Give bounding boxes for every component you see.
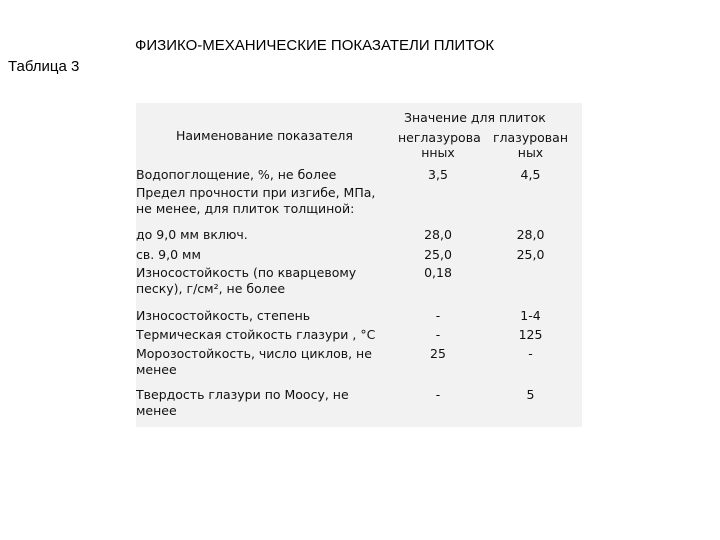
header-name: Наименование показателя: [176, 128, 353, 143]
header-col-unglazed: [398, 130, 481, 160]
table-cell-glazed: 125: [518, 327, 543, 342]
table-cell-unglazed: -: [435, 387, 441, 402]
table-cell-unglazed: 25: [430, 346, 446, 361]
table-cell-unglazed: 3,5: [428, 167, 448, 182]
table-caption: Таблица 3: [8, 58, 80, 75]
table-cell-glazed: -: [528, 346, 533, 361]
table-row-label: [136, 346, 406, 378]
table-row-label: Износостойкость, степень: [136, 308, 311, 323]
table-row-label: [136, 387, 406, 419]
table-row-label: Термическая стойкость глазури , °С: [136, 327, 376, 342]
table-row-label-line1: Износостойкость (по кварцевому: [136, 265, 357, 280]
table-cell-glazed: 4,5: [520, 167, 541, 182]
table-row-label: Водопоглощение, %, не более: [136, 167, 337, 182]
table-cell-unglazed: 0,18: [424, 265, 452, 280]
table-row-label-line1: Морозостойкость, число циклов, не: [136, 346, 372, 361]
table-cell-unglazed: 28,0: [424, 227, 452, 242]
table-row-label-line2: песку), г/см², не более: [136, 281, 286, 296]
table-row-label: [136, 185, 406, 217]
header-col-glazed-line1: глазурован: [492, 130, 569, 145]
header-value: Значение для плиток: [404, 110, 546, 125]
table-cell-unglazed: 25,0: [424, 247, 452, 262]
page-title: ФИЗИКО-МЕХАНИЧЕСКИЕ ПОКАЗАТЕЛИ ПЛИТОК: [135, 37, 495, 54]
properties-table: [136, 103, 582, 427]
table-row-label: [136, 265, 406, 297]
table-row-label-line2: не менее, для плиток толщиной:: [136, 201, 355, 216]
table-cell-unglazed: -: [435, 327, 441, 342]
table-row-label-line1: Предел прочности при изгибе, МПа,: [136, 185, 376, 200]
header-col-glazed-line2: ных: [517, 145, 544, 160]
table-row-label-line1: Твердость глазури по Моосу, не: [136, 387, 349, 402]
header-col-unglazed-line2: нных: [421, 145, 455, 160]
table-cell-unglazed: -: [435, 308, 441, 323]
table-row-label: св. 9,0 мм: [136, 247, 201, 262]
table-cell-glazed: 25,0: [516, 247, 545, 262]
table-cell-glazed: 5: [526, 387, 535, 402]
table-cell-glazed: 1-4: [520, 308, 541, 323]
table-row-label: до 9,0 мм включ.: [136, 227, 248, 242]
table-cell-glazed: 28,0: [516, 227, 545, 242]
table-row-label-line2: менее: [136, 362, 177, 377]
header-col-glazed: [488, 130, 573, 160]
header-col-unglazed-line1: неглазурова: [398, 130, 481, 145]
table-row-label-line2: менее: [136, 403, 177, 418]
